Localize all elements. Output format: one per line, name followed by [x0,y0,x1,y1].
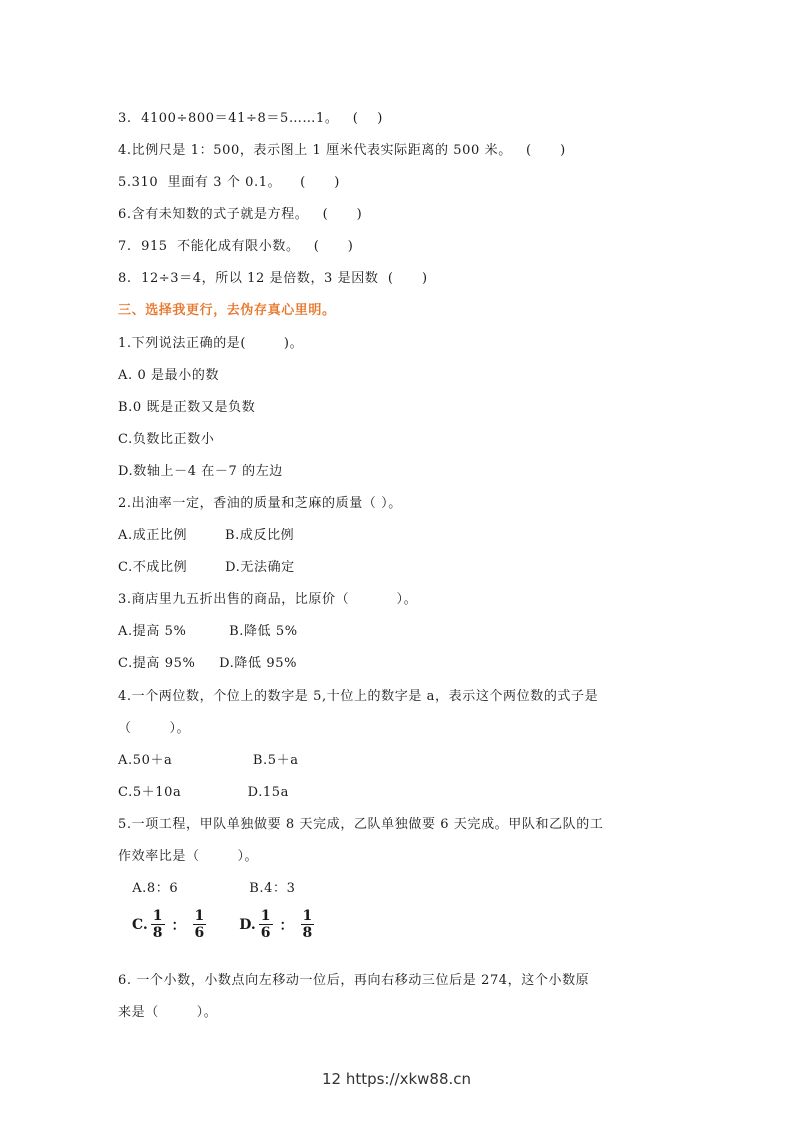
denominator: 6 [194,925,205,941]
question-2: 2.出油率一定，香油的质量和芝麻的质量（ ）。 [118,496,402,511]
q1-option-d: D.数轴上－4 在－7 的左边 [118,464,283,479]
option-label: C. [132,916,148,933]
fraction [259,908,273,941]
question-6-continued: 来是（ ）。 [118,1005,218,1020]
ratio-colon: ： [279,917,294,934]
denominator: 8 [152,925,163,941]
q1-option-a: A. 0 是最小的数 [118,368,220,383]
q1-option-b: B.0 既是正数又是负数 [118,400,256,415]
q3-options-ab: A.提高 5% B.降低 5% [118,624,298,639]
q3-options-cd: C.提高 95% D.降低 95% [118,656,298,671]
section-three-title: 三、选择我更行，去伪存真心里明。 [118,303,336,318]
question-4-blank: （ ）。 [118,721,191,736]
question-5-continued: 作效率比是（ ）。 [118,849,259,864]
question-6: 6. 一个小数，小数点向左移动一位后，再向右移动三位后是 274，这个小数原 [118,973,590,988]
question-5: 5.一项工程，甲队单独做要 8 天完成，乙队单独做要 6 天完成。甲队和乙队的工 [118,817,604,832]
judgment-item-6: 6.含有未知数的式子就是方程。 ( ) [118,207,363,222]
judgment-item-4: 4.比例尺是 1：500，表示图上 1 厘米代表实际距离的 500 米。 ( ) [118,143,566,158]
denominator: 6 [260,925,271,941]
numerator: 1 [260,908,271,924]
q1-option-c: C.负数比正数小 [118,432,215,447]
question-1: 1.下列说法正确的是( )。 [118,336,304,351]
q5-options-ab: A.8：6 B.4：3 [118,881,296,896]
fraction [301,908,315,941]
option-label: D. [239,916,256,933]
numerator: 1 [152,908,163,924]
judgment-item-7: 7. 915 不能化成有限小数。 ( ) [118,239,354,254]
q2-options-cd: C.不成比例 D.无法确定 [118,560,295,575]
q2-options-ab: A.成正比例 B.成反比例 [118,528,295,543]
numerator: 1 [194,908,205,924]
numerator: 1 [302,908,313,924]
page-footer: 12 https://xkw88.cn [321,1070,472,1088]
question-3: 3.商店里九五折出售的商品，比原价（ ）。 [118,592,418,607]
judgment-item-3: 3. 4100÷800＝41÷8＝5……1。 ( ) [118,111,383,126]
q4-options-ab: A.50＋a B.5＋a [118,753,299,768]
ratio-colon: ： [171,917,186,934]
q5-option-c [132,908,209,941]
denominator: 8 [302,925,313,941]
judgment-item-8: 8. 12÷3＝4，所以 12 是倍数，3 是因数 ( ) [118,271,428,286]
judgment-item-5: 5.310 里面有 3 个 0.1。 ( ) [118,175,340,190]
fraction [151,908,165,941]
q5-option-d [239,908,317,941]
q5-options-cd [132,908,317,941]
question-4: 4.一个两位数，个位上的数字是 5,十位上的数字是 a，表示这个两位数的式子是 [118,689,599,704]
q4-options-cd: C.5＋10a D.15a [118,785,290,800]
fraction [193,908,207,941]
